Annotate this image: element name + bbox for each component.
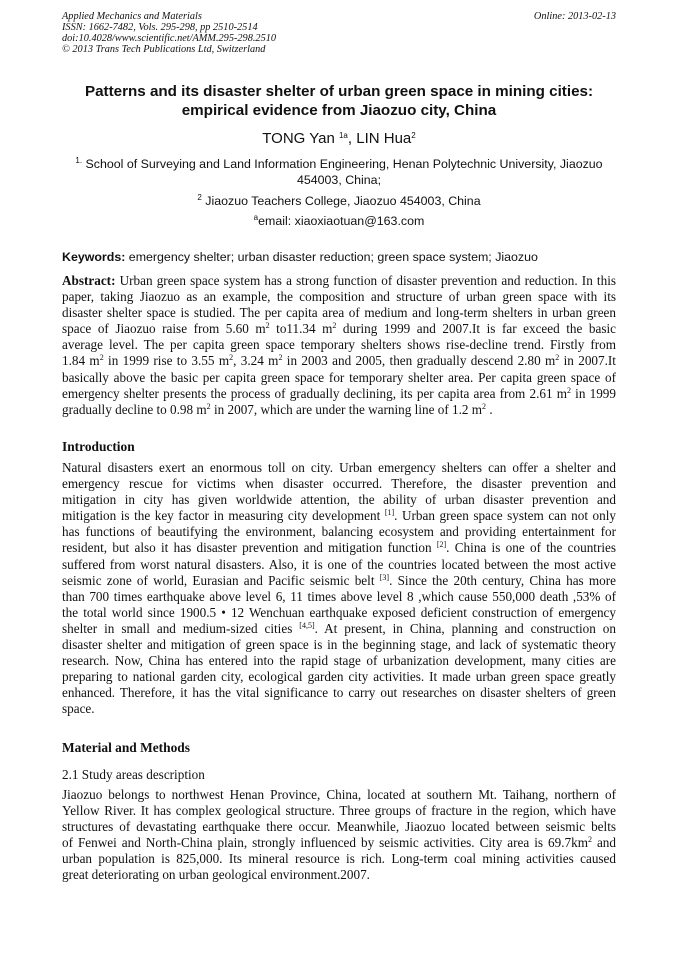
- issn-line: ISSN: 1662-7482, Vols. 295-298, pp 2510-2514: [62, 22, 258, 33]
- keywords: Keywords: emergency shelter; urban disaster reduction; green space system; Jiaozuo: [62, 250, 538, 264]
- study-area-subheading: 2.1 Study areas description: [62, 767, 205, 782]
- author-list: TONG Yan $^{1a}$, LIN Hua$^2$: [262, 130, 416, 147]
- introduction-heading: Introduction: [62, 439, 135, 454]
- affiliation-1: $^{1.}$ School of Surveying and Land Information Engineering, Henan Polytechnic University, Jiaozuo 454003, China;: [75, 156, 603, 187]
- introduction-text: Natural disasters exert an enormous toll on city. Urban emergency shelters can offer a shelter and emergency rescue for victims when disaster occurred. Therefore, the disaster prevention and mitigation in city has given worldwide attention, the ability of urban disaster prevention and mitigation is the key factor in measuring city development [1]. Urban green space system can not only has functions of beautifying the environment, balancing ecosystem and providing entertainment for resident, but also it has disaster prevention and mitigation function [2]. China is one of the countries suffered from worst natural disasters. Also, it is one of the countries located between the most active seismic zone of world, Eurasian and Pacific seismic belt [3]. Since the 20th century, China has more than 700 times earthquake above level 6, 11 times above level 8 ,which cause 550,000 death ,53% of the total world since 1900.5 • 12 Wenchuan earthquake exposed deficient construction of emergency shelter in small and medium-sized cities [4,5]. At present, in China, planning and construction on disaster shelter and mitigation of green space is in the beginning stage, and lack of systematic theory research. Now, China has entered into the rapid stage of urbanization development, many cities are preparing to national garden city, ecological garden city activities. It made urban green space greatly enhanced. Therefore, it has the vital significance to carry out researches on disaster shelters of green space.: [62, 460, 616, 717]
- online-date: Online: 2013-02-13: [533, 11, 616, 22]
- author-email: $^a$email: xiaoxiaotuan@163.com: [253, 213, 425, 228]
- doi-line: doi:10.4028/www.scientific.net/AMM.295-298.2510: [62, 33, 277, 44]
- study-area-text: Jiaozuo belongs to northwest Henan Province, China, located at southern Mt. Taihang, northern of Yellow River. It has complex geological structure. Three groups of fracture in the region, which have structures of devastating earthquake there occur. Meanwhile, Jiaozuo located between seismic belts of Fenwei and North-China plain, strongly influenced by seismic activities. City area is $69.7km^2$ and urban population is 825,000. Its mineral resource is rich. Long-term coal mining activities caused great deteriorating on urban geological environment.2007.: [62, 787, 616, 883]
- abstract: Abstract: Urban green space system has a strong function of disaster prevention and reduction. In this paper, taking Jiaozuo as an example, the composition and structure of urban green space with its disaster shelter space is studied. The per capita area of medium and long-term shelters in urban green space of Jiaozuo raise from 5.60 $m^2$ to11.34 $m^2$ during 1999 and 2007.It is far exceed the basic average level. The per capita green space temporary shelters shows rise-decline trend. Firstly from 1.84 $m^2$ in 1999 rise to 3.55 $m^2$, 3.24 $m^2$ in 2003 and 2005, then gradually descend 2.80 $m^2$ in 2007.It basically above the basic per capita green space for temporary shelter area. Per capita green space of emergency shelter presents the process of gradually declining, its per capita area from 2.61 $m^2$ in 1999 gradually decline to 0.98 $m^2$ in 2007, which are under the warning line of 1.2 $m^2$ .: [62, 273, 616, 417]
- methods-heading: Material and Methods: [62, 740, 190, 755]
- journal-name: Applied Mechanics and Materials: [62, 11, 202, 22]
- copyright-line: © 2013 Trans Tech Publications Ltd, Switzerland: [62, 44, 266, 55]
- journal-header: [62, 11, 616, 55]
- affiliation-2: $^2$ Jiaozuo Teachers College, Jiaozuo 454003, China: [197, 193, 481, 208]
- paper-title: Patterns and its disaster shelter of urban green space in mining cities: empirical evidence from Jiaozuo city, China: [84, 83, 594, 119]
